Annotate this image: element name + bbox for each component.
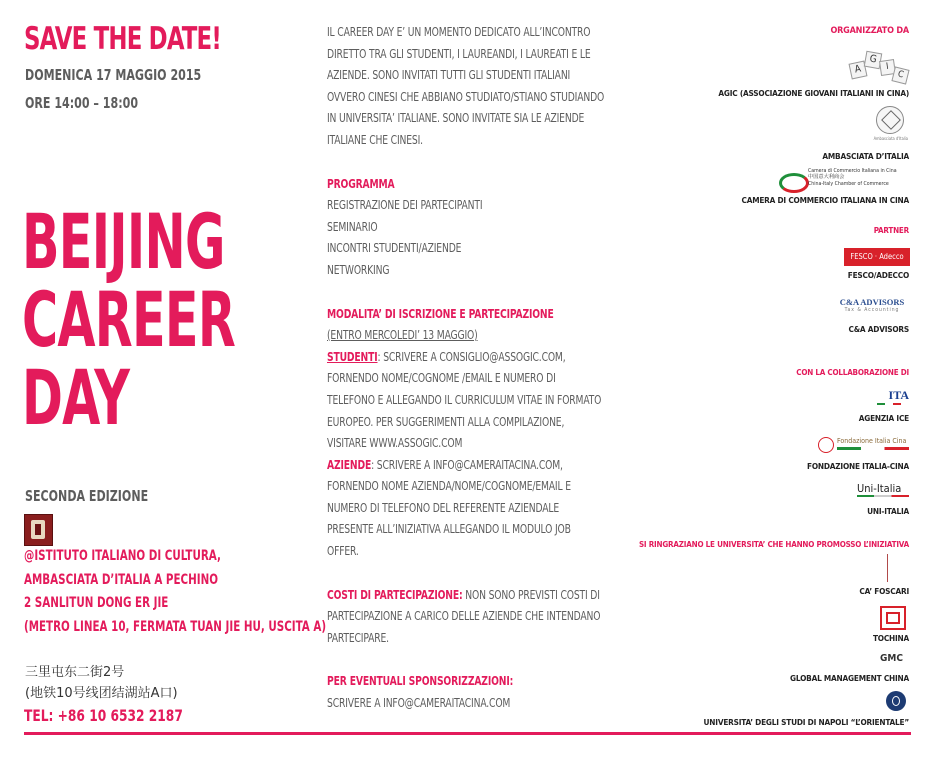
venue-line: AMBASCIATA D’ITALIA A PECHINO (24, 571, 219, 588)
ca-advisors-logo-sub: Tax & Accounting (844, 307, 900, 313)
bottom-divider (24, 732, 911, 735)
chamber-logo-text (808, 168, 897, 187)
uni-global-management-china: GLOBAL MANAGEMENT CHINA (790, 673, 909, 683)
chinese-address-line: 三里屯东二街2号 (25, 665, 125, 680)
ca-advisors-logo-name: C&A ADVISORS (839, 297, 905, 307)
studenti-line (327, 346, 604, 368)
thanks-heading: SI RINGRAZIANO LE UNIVERSITA’ CHE HANNO PROMOSSO L’INIZIATIVA (638, 540, 909, 549)
event-time: ORE 14:00 – 18:00 (25, 94, 139, 112)
fondazione-logo-flag (837, 447, 909, 450)
programma-item: INCONTRI STUDENTI/AZIENDE (327, 240, 462, 256)
agic-logo: A G I C (848, 46, 908, 84)
uni-italia-logo-underline (857, 495, 909, 497)
ca-foscari-logo (887, 554, 908, 582)
aziende-line: NUMERO DI TELEFONO DEL REFERENTE AZIENDALE (327, 499, 560, 515)
studenti-line: VISITARE WWW.ASSOGIC.COM (327, 435, 463, 451)
venue-address-chinese (25, 662, 178, 704)
modalita-heading: MODALITA’ DI ISCRIZIONE E PARTECIPAZIONE (327, 305, 554, 321)
venue-line: (METRO LINEA 10, FERMATA TUAN JIE HU, USCITA A) (24, 618, 327, 635)
fesco-adecco-logo: FESCO · Adecco (844, 248, 910, 266)
ca-advisors-logo (834, 297, 910, 313)
studenti-text: : SCRIVERE A CONSIGLIO@ASSOGIC.COM, (377, 348, 566, 364)
save-the-date-heading: SAVE THE DATE! (24, 21, 221, 57)
title-line-day: DAY (22, 353, 130, 442)
aziende-line: PRESENTE ALL’INIZIATIVA ALLEGANDO IL MODULO JOB (327, 521, 571, 537)
chamber-logo-line: China-Italy Chamber of Commerce (808, 180, 889, 187)
aziende-text: : SCRIVERE A INFO@CAMERAITACINA.COM, (371, 456, 563, 472)
intro-line: IL CAREER DAY E’ UN MOMENTO DEDICATO ALL’INCONTRO (327, 24, 591, 39)
studenti-line: EUROPEO. PER SUGGERIMENTI ALLA COMPILAZIONE, (327, 413, 565, 429)
intro-line: AZIENDE. SONO INVITATI TUTTI GLI STUDENTI ITALIANI (327, 67, 571, 83)
organizzato-heading: ORGANIZZATO DA (830, 26, 909, 36)
uni-ca-foscari: CA’ FOSCARI (859, 586, 909, 596)
partner-heading: PARTNER (873, 226, 909, 235)
studenti-label: STUDENTI (327, 348, 378, 364)
programma-item: SEMINARIO (327, 218, 378, 234)
costi-line (327, 584, 604, 606)
iic-logo (24, 514, 53, 546)
fondazione-logo-emblem (818, 437, 834, 453)
ita-logo-flag (877, 403, 901, 405)
collab-agenzia-ice: AGENZIA ICE (858, 413, 909, 423)
title-line-career: CAREER (22, 275, 236, 364)
programma-heading: PROGRAMMA (327, 175, 395, 191)
aziende-line: FORNENDO NOME AZIENDA/NOME/COGNOME/EMAIL E (327, 478, 571, 494)
collab-uni-italia: UNI-ITALIA (867, 506, 909, 516)
tochina-logo (880, 606, 906, 630)
event-title (22, 197, 236, 442)
costi-line: PARTECIPARE. (327, 629, 389, 645)
ita-logo: ITA (888, 388, 909, 402)
uni-orientale: UNIVERSITA’ DEGLI STUDI DI NAPOLI “L’ORIENTALE” (703, 717, 909, 727)
intro-line: IN UNIVERSITA’ ITALIANE. SONO INVITATE SIA LE AZIENDE (327, 110, 585, 126)
collab-fondazione: FONDAZIONE ITALIA-CINA (806, 461, 909, 471)
telephone: TEL: +86 10 6532 2187 (24, 706, 183, 725)
venue-line: 2 SANLITUN DONG ER JIE (24, 595, 169, 611)
italy-emblem-logo (876, 106, 904, 134)
costi-line: PARTECIPAZIONE A CARICO DELLE AZIENDE CHE INTENDANO (327, 608, 601, 624)
org-agic: AGIC (ASSOCIAZIONE GIOVANI ITALIANI IN CINA) (718, 88, 909, 98)
studenti-line: FORNENDO NOME/COGNOME /EMAIL E NUMERO DI (327, 370, 556, 386)
programma-item: NETWORKING (327, 261, 390, 277)
intro-line: ITALIANE CHE CINESI. (327, 131, 423, 147)
partner-fesco-adecco: FESCO/ADECCO (847, 270, 909, 280)
collaborazione-heading: CON LA COLLABORAZIONE DI (796, 368, 909, 377)
programma-item: REGISTRAZIONE DEI PARTECIPANTI (327, 197, 483, 213)
venue-address (24, 545, 326, 639)
org-chamber: CAMERA DI COMMERCIO ITALIANA IN CINA (741, 195, 909, 205)
costi-label: COSTI DI PARTECIPAZIONE: (327, 586, 463, 602)
orientale-logo (886, 691, 906, 711)
sponsor-text: SCRIVERE A INFO@CAMERAITACINA.COM (327, 695, 511, 711)
aziende-label: AZIENDE (327, 456, 372, 472)
chamber-logo (779, 171, 805, 189)
event-date: DOMENICA 17 MAGGIO 2015 (25, 66, 202, 84)
chamber-logo-line: Camera di Commercio Italiana in Cina (808, 168, 897, 174)
sponsor-heading: PER EVENTUALI SPONSORIZZAZIONI: (327, 673, 514, 689)
title-line-beijing: BEIJING (22, 197, 225, 286)
venue-line: @ISTITUTO ITALIANO DI CULTURA, (24, 548, 221, 564)
intro-line: DIRETTO TRA GLI STUDENTI, I LAUREANDI, I LAUREATI E LE (327, 45, 591, 61)
studenti-line: TELEFONO E ALLEGANDO IL CURRICULUM VITAE IN FORMATO (327, 391, 602, 407)
uni-italia-logo: Uni-Italia (857, 482, 902, 495)
fondazione-logo-text: Fondazione Italia Cina (837, 437, 907, 445)
embassy-logo-caption: Ambasciata d'Italia (873, 136, 908, 141)
deadline: (ENTRO MERCOLEDI’ 13 MAGGIO) (327, 327, 478, 343)
uni-tochina: TOCHINA (872, 633, 909, 643)
chamber-logo-line: 中国意大利商会 (808, 174, 845, 181)
org-embassy: AMBASCIATA D’ITALIA (822, 151, 909, 161)
chinese-address-line: (地铁10号线团结湖站A口) (25, 686, 178, 701)
intro-paragraph (327, 21, 604, 151)
edition-label: SECONDA EDIZIONE (25, 487, 149, 505)
aziende-line (327, 454, 604, 476)
partner-ca-advisors: C&A ADVISORS (848, 324, 909, 334)
gmc-logo: GMC (880, 653, 903, 664)
intro-line: OVVERO CINESI CHE ABBIANO STUDIATO/STIANO STUDIANDO (327, 88, 605, 104)
middle-column (327, 21, 604, 714)
costi-text: NON SONO PREVISTI COSTI DI (462, 586, 600, 602)
aziende-line: OFFER. (327, 543, 359, 559)
